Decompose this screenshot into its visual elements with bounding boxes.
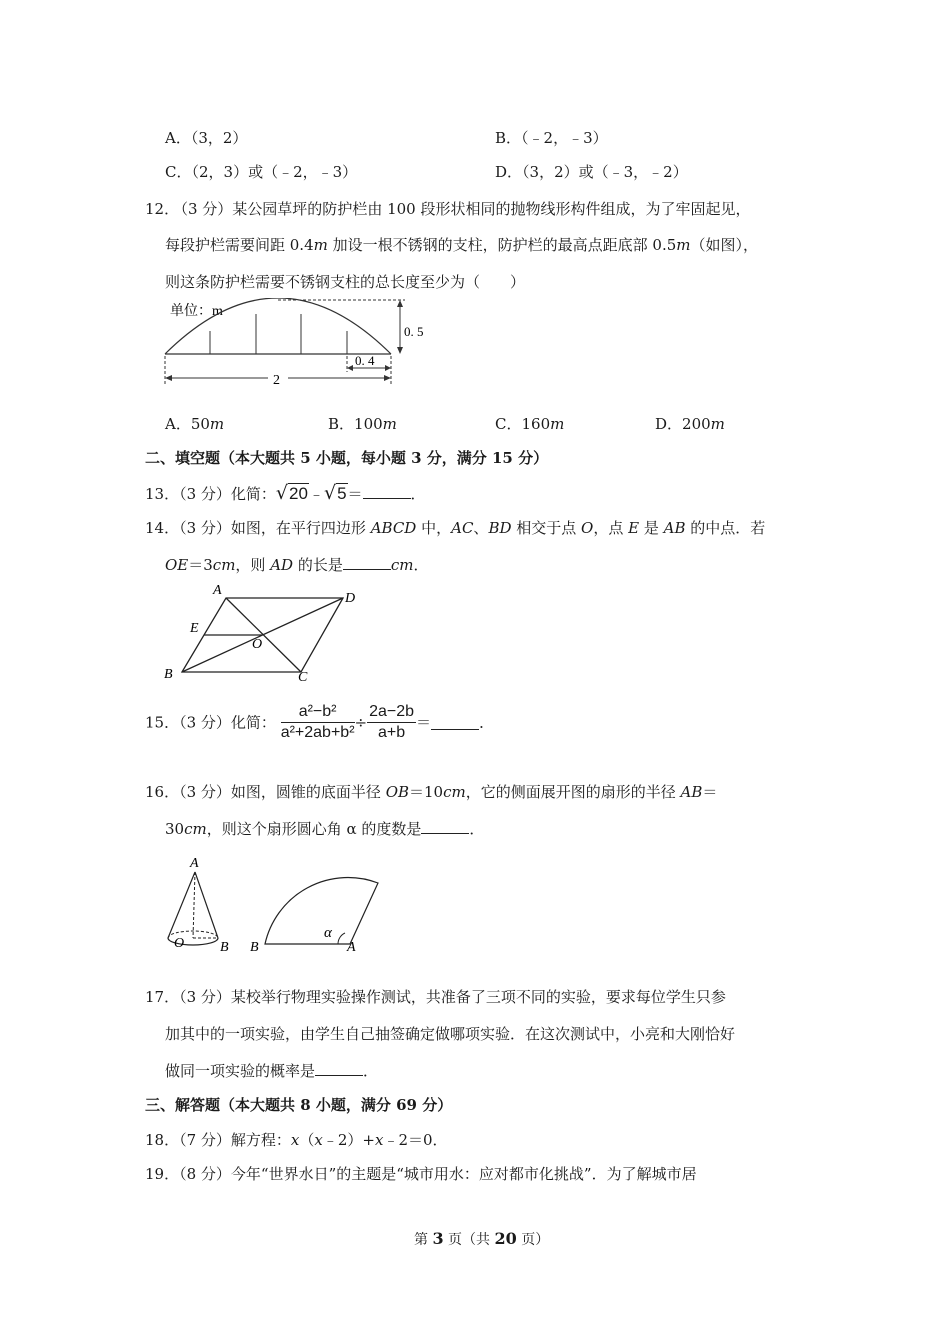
fig-width-label: 2 (273, 373, 280, 388)
q17-line1: 17．（3 分）某校举行物理实验操作测试，共准备了三项不同的实验，要求每位学生只参 (145, 988, 726, 1006)
q13: 13．（3 分）化简：√20﹣√5＝ ． (145, 482, 426, 504)
q11-option-b: B．（﹣2，﹣3） (495, 129, 608, 147)
q14-line2: OE＝3cm，则 AD 的长是 cm． (165, 556, 429, 574)
page-footer: 第 3 页（共 20 页） (414, 1229, 550, 1248)
q12-option-a: A．50m (165, 415, 225, 433)
q11-option-c: C．（2，3）或（﹣2，﹣3） (165, 163, 358, 181)
q14-line1: 14．（3 分）如图，在平行四边形 ABCD 中，AC、BD 相交于点 O，点 E 是 AB 的中点．若 (145, 519, 766, 537)
q19: 19．（8 分）今年“世界水日”的主题是“城市用水：应对都市化挑战”．为了解城市居 (145, 1165, 697, 1183)
q16-line1: 16．（3 分）如图，圆锥的底面半径 OB＝10cm，它的侧面展开图的扇形的半径 AB＝ (145, 783, 718, 801)
svg-text:B: B (220, 940, 229, 955)
section2-title: 二、填空题（本大题共 5 小题，每小题 3 分，满分 15 分） (145, 449, 549, 467)
svg-text:A: A (190, 856, 199, 871)
svg-text:A: A (213, 583, 222, 598)
q18: 18．（7 分）解方程：x（x﹣2）+x﹣2＝0． (145, 1131, 448, 1149)
q12-option-b: B．100m (328, 415, 397, 433)
svg-text:A: A (347, 940, 356, 955)
q11-option-a: A．（3，2） (165, 129, 248, 147)
q17-line2: 加其中的一项实验，由学生自己抽签确定做哪项实验．在这次测试中，小亮和大刚恰好 (165, 1025, 736, 1043)
svg-text:D: D (345, 591, 356, 606)
q16-cone-figure (160, 850, 400, 960)
q15-fraction-1: $\frac{\text{a²−b²}}{\text{a²+2ab+b²}}$ (280, 703, 355, 742)
q15-answer-blank (431, 715, 479, 730)
q12-line2: 每段护栏需要间距 0.4m 加设一根不锈钢的支柱，防护栏的最高点距底部 0.5m（如图）， (165, 236, 759, 254)
q12-line1: （3 分）某公园草坪的防护栏由 100 段形状相同的抛物线形构件组成，为了牢固起见， (173, 200, 751, 218)
q12-number: 12． (145, 200, 180, 218)
q12-option-c: C．160m (495, 415, 565, 433)
svg-text:C: C (298, 670, 308, 685)
q17-line3: 做同一项实验的概率是 ． (165, 1062, 379, 1080)
svg-text:O: O (174, 936, 185, 951)
section3-title: 三、解答题（本大题共 8 小题，满分 69 分） (145, 1096, 453, 1114)
q16-line2: 30cm，则这个扇形圆心角 α 的度数是 ． (165, 820, 485, 838)
q14-answer-blank (343, 555, 391, 570)
q12-line3: 则这条防护栏需要不锈钢支柱的总长度至少为（ ） (165, 273, 526, 291)
fig-spacing-label: 0. 4 (355, 353, 375, 368)
svg-text:B: B (164, 667, 173, 682)
q13-answer-blank (363, 484, 411, 499)
fig-height-label: 0. 5 (404, 324, 424, 339)
q17-answer-blank (315, 1061, 363, 1076)
q15: 15．（3 分）化简： $\frac{\text{a²−b²}}{\text{a²+2ab+b²}}$ ÷ $\frac{2a-2b}{a+b}$ ＝ ． (145, 703, 495, 742)
q12-option-d: D．200m (655, 415, 725, 433)
q12-fence-figure (160, 298, 440, 390)
svg-text:α: α (324, 925, 332, 941)
fig-unit-label: 单位：m (170, 304, 223, 319)
q14-parallelogram-figure (160, 580, 370, 685)
svg-text:E: E (190, 621, 199, 636)
q11-option-d: D．（3，2）或（﹣3，﹣2） (495, 163, 688, 181)
svg-text:B: B (250, 940, 259, 955)
q16-answer-blank (421, 819, 469, 834)
svg-text:O: O (252, 637, 263, 652)
q15-fraction-2: $\frac{2a-2b}{a+b}$ (369, 703, 415, 742)
